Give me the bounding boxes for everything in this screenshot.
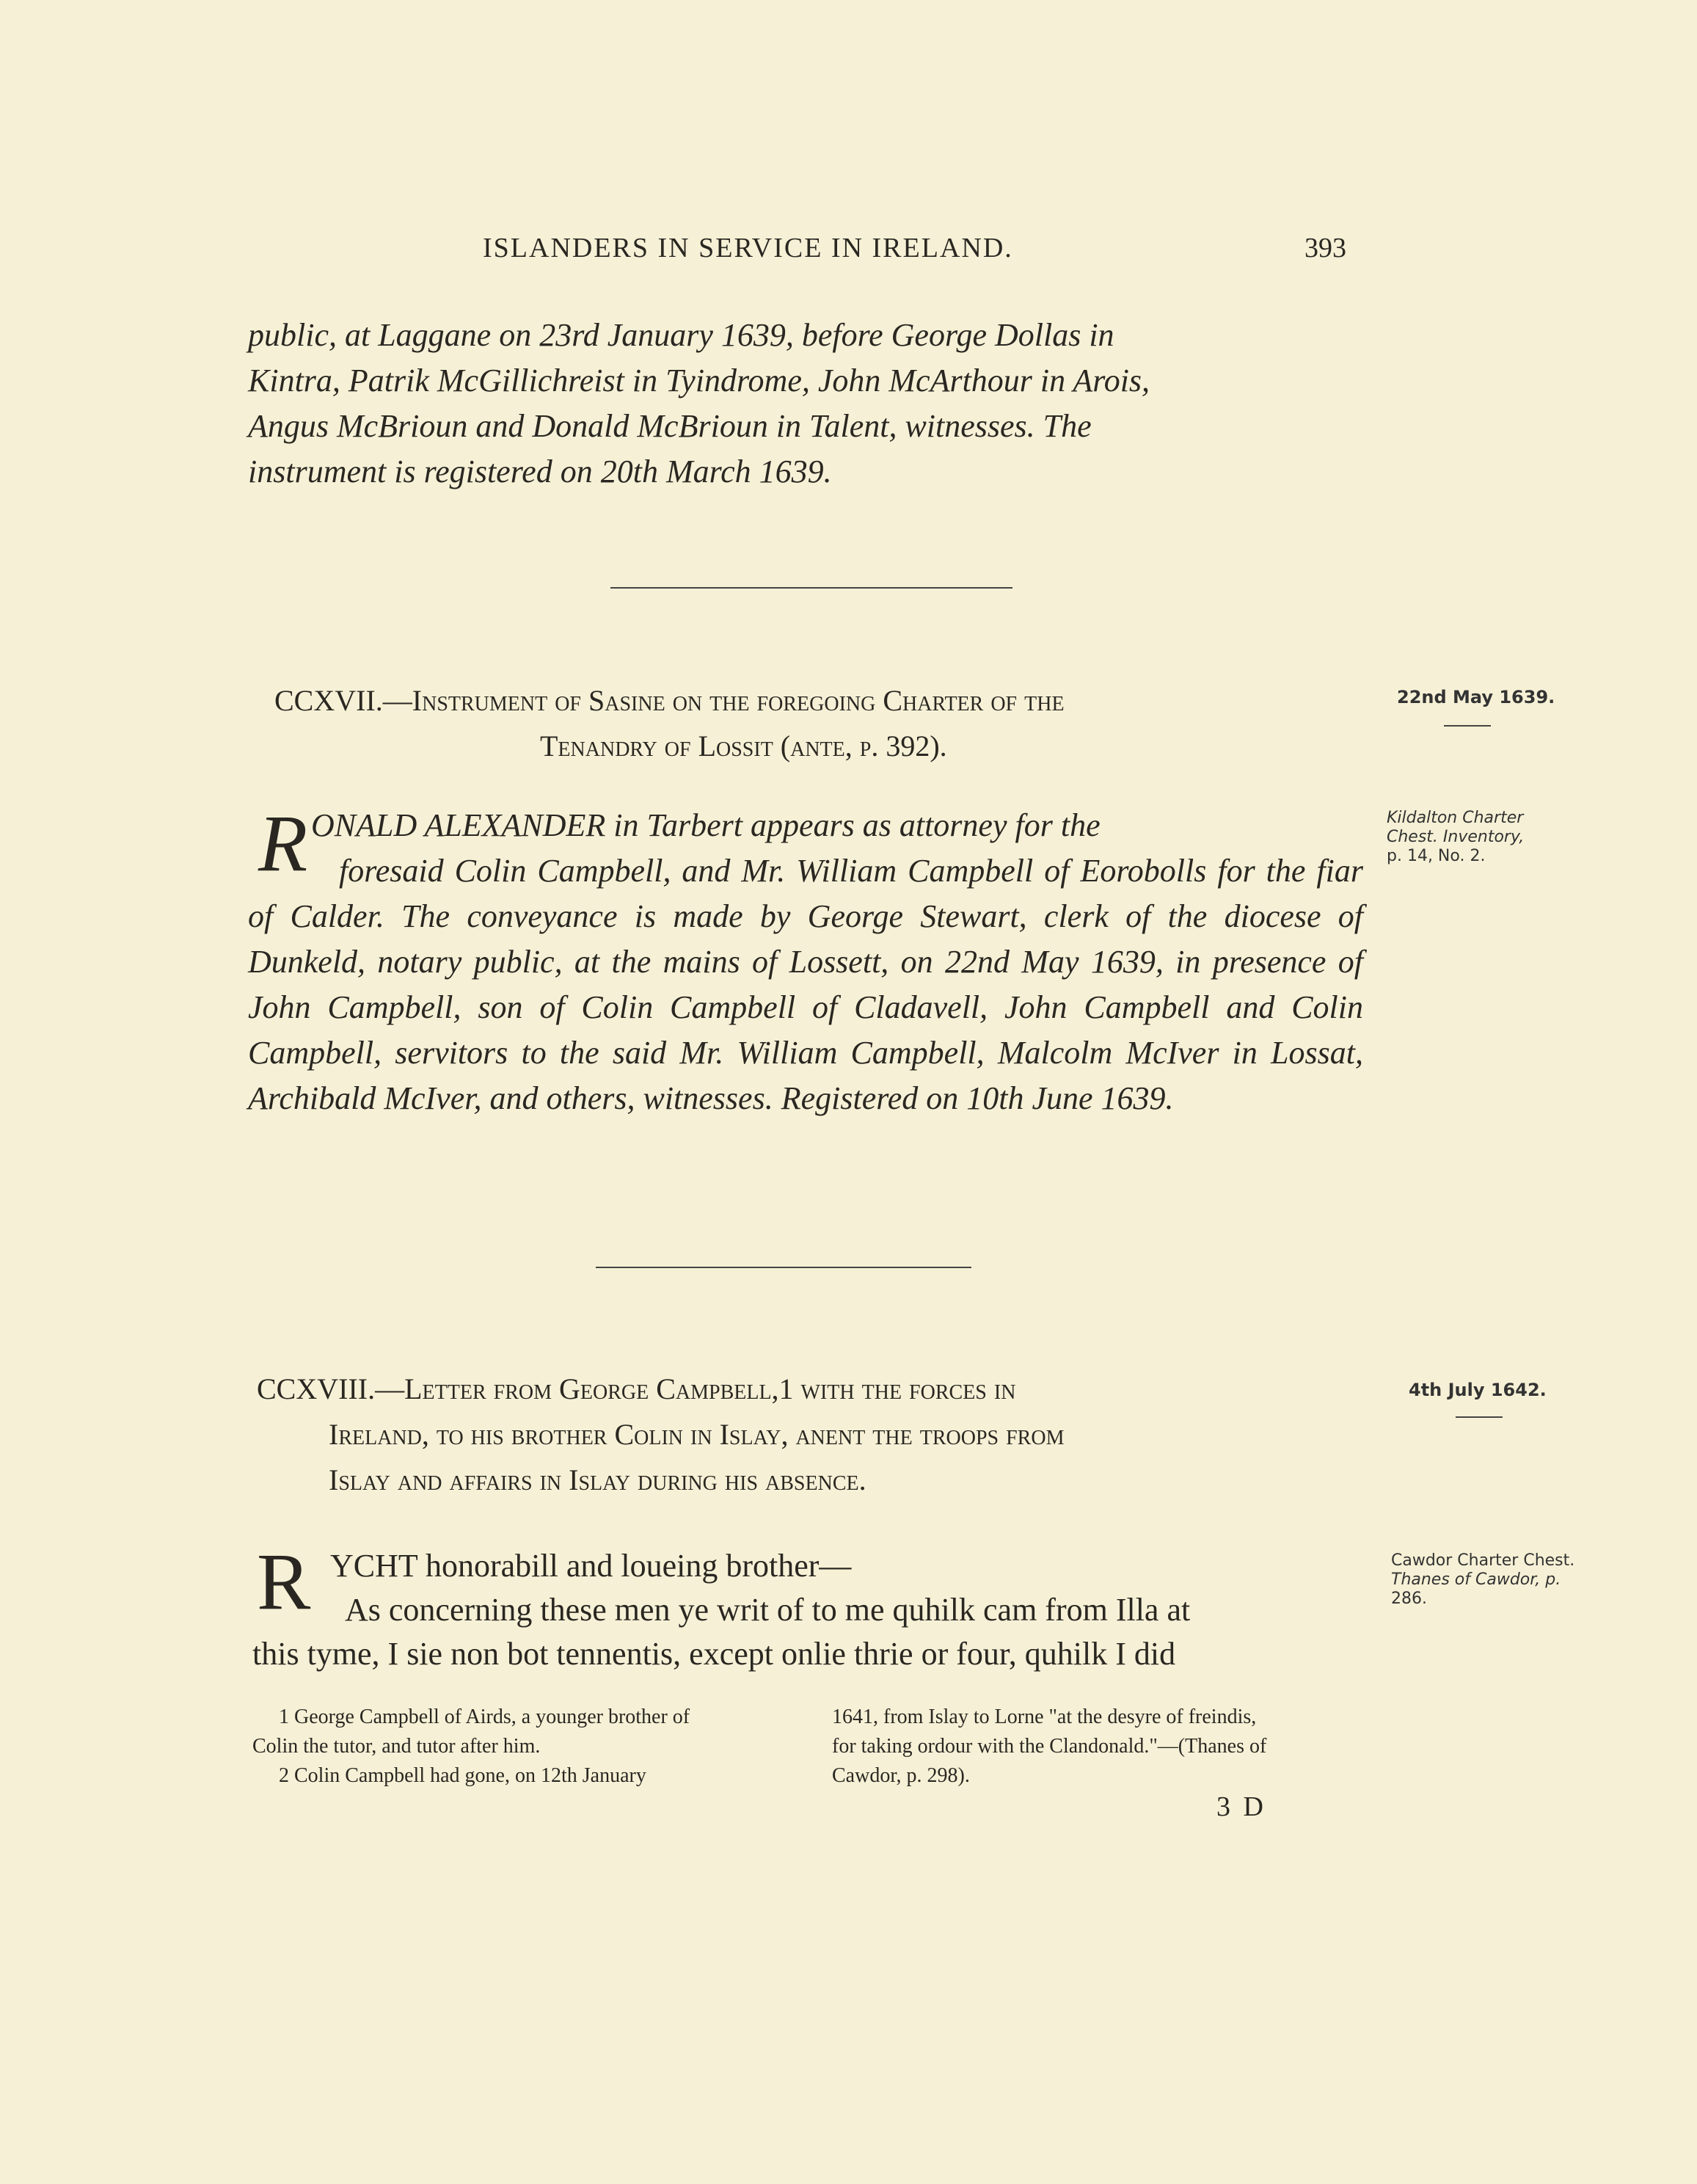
running-header: ISLANDERS IN SERVICE IN IRELAND. [483,233,1013,263]
paragraph-line: public, at Laggane on 23rd January 1639, before George Dollas in [248,317,1114,353]
section-divider [610,587,1012,589]
footnote-line: 2 Colin Campbell had gone, on 12th January [279,1764,646,1787]
section-217-first-line: ONALD ALEXANDER in Tarbert appears as attorney for the [311,807,1101,843]
footnote-line: 1 George Campbell of Airds, a younger brother of [279,1706,690,1728]
paragraph-line: Angus McBrioun and Donald McBrioun in Talent, witnesses. The [248,408,1092,444]
section-218-heading [257,1366,1357,1503]
heading-line: CCXVIII.—Letter from George Campbell,1 with the forces in [257,1372,1016,1405]
footnote-line: Colin the tutor, and tutor after him. [252,1735,541,1758]
heading-line: Islay and affairs in Islay during his absence. [329,1463,866,1496]
date-underline [1456,1416,1503,1418]
continued-paragraph [248,313,1363,495]
letter-line: YCHT honorabill and loueing brother— [330,1548,852,1584]
footnote-line: 1641, from Islay to Lorne "at the desyre of freindis, [832,1706,1257,1728]
section-218-source-note [1391,1551,1611,1609]
footnotes-left [252,1703,798,1791]
source-line: Chest. Inventory, [1387,828,1525,846]
page-number: 393 [1304,233,1346,263]
footnote-line: for taking ordour with the Clandonald."—(Thanes of [832,1735,1267,1758]
source-line: Cawdor Charter Chest. [1391,1551,1575,1570]
drop-cap: R [257,1537,311,1626]
drop-cap: R [258,798,308,888]
letter-line: this tyme, I sie non bot tennentis, except onlie thrie or four, quhilk I did [252,1636,1176,1672]
section-217-date: 22nd May 1639. [1397,687,1555,707]
heading-line: Tenandry of Lossit (ante, p. 392). [540,729,947,762]
section-217-heading [274,678,1353,769]
signature-mark: 3 D [1216,1791,1266,1822]
source-line: Kildalton Charter [1387,809,1524,827]
heading-line: Ireland, to his brother Colin in Islay, anent the troops from [329,1418,1065,1451]
footnotes-right [832,1703,1375,1791]
source-line: Thanes of Cawdor, p. [1391,1570,1561,1589]
source-line: 286. [1391,1590,1427,1608]
footnote-line: Cawdor, p. 298). [832,1764,970,1787]
date-underline [1444,725,1491,727]
paragraph-line: instrument is registered on 20th March 1639. [248,454,832,489]
source-line: p. 14, No. 2. [1387,847,1486,865]
paragraph-line: Kintra, Patrik McGillichreist in Tyindrome, John McArthour in Arois, [248,363,1150,398]
section-218-date: 4th July 1642. [1409,1380,1547,1400]
letter-line: As concerning these men ye writ of to me quhilk cam from Illa at [345,1592,1191,1628]
section-divider [596,1267,971,1268]
heading-line: CCXVII.—Instrument of Sasine on the foregoing Charter of the [274,684,1065,717]
section-217-body: foresaid Colin Campbell, and Mr. William Campbell of Eorobolls for the fiar of Calder. The conveyance is made by George Stewart, clerk of the diocese of Dunkeld, notary public, at the mains of Lossett, on 22nd May 1639, in presence of John Campbell, son of Colin Campbell of Cladavell, John Campbell and Colin Campbell, servitors to the said Mr. William Campbell, Malcolm McIver in Lossat, Archibald McIver, and others, witnesses. Registered on 10th June 1639. [248,853,1363,1116]
section-217-source-note [1387,809,1585,866]
